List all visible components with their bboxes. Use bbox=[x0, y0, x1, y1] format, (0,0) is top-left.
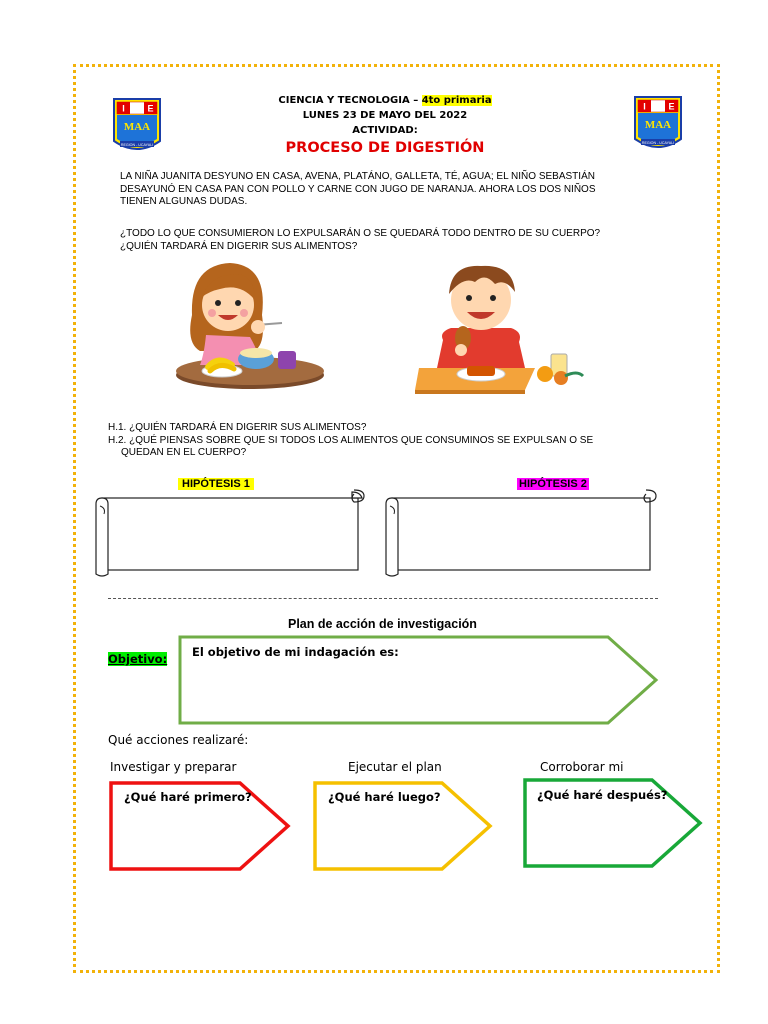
svg-text:I: I bbox=[122, 103, 125, 114]
svg-text:MAA: MAA bbox=[123, 121, 151, 133]
hypothesis-2-label: HIPÓTESIS 2 bbox=[519, 478, 587, 490]
intro-line: TIENEN ALGUNAS DUDAS. bbox=[120, 196, 248, 207]
school-logo-right bbox=[633, 95, 683, 155]
intro-questions bbox=[120, 228, 650, 253]
school-logo-left bbox=[112, 97, 162, 157]
step-2-heading: Ejecutar el plan bbox=[348, 760, 442, 774]
svg-text:MAA: MAA bbox=[644, 119, 672, 131]
step-3-prompt: ¿Qué haré después? bbox=[537, 788, 668, 802]
actions-label: Qué acciones realizaré: bbox=[108, 733, 249, 747]
cut-line-divider bbox=[108, 598, 658, 599]
hypothesis-questions bbox=[108, 422, 668, 460]
intro-question: ¿QUIÉN TARDARÁ EN DIGERIR SUS ALIMENTOS? bbox=[120, 240, 358, 252]
svg-text:E: E bbox=[147, 103, 154, 114]
objective-prompt: El objetivo de mi indagación es: bbox=[192, 645, 399, 659]
grade-label: 4to primaria bbox=[421, 95, 492, 106]
step-3-heading: Corroborar mi bbox=[540, 760, 624, 774]
hypothesis-question-2: H.2. ¿QUÉ PIENSAS SOBRE QUE SI TODOS LOS ALIMENTOS QUE CONSUMINOS SE EXPULSAN O SE bbox=[108, 434, 594, 446]
hypothesis-2-answer-box[interactable] bbox=[382, 488, 660, 580]
date-line: LUNES 23 DE MAYO DEL 2022 bbox=[302, 110, 468, 121]
course-name: CIENCIA Y TECNOLOGIA – bbox=[278, 95, 422, 106]
girl-eating-illustration bbox=[170, 255, 330, 395]
hypothesis-1-label: HIPÓTESIS 1 bbox=[178, 478, 254, 490]
step-1-prompt: ¿Qué haré primero? bbox=[124, 790, 252, 804]
svg-text:REGION - UCAYALI: REGION - UCAYALI bbox=[120, 142, 154, 147]
intro-paragraph bbox=[120, 171, 650, 209]
step-1-heading: Investigar y preparar bbox=[110, 760, 237, 774]
course-line bbox=[230, 95, 540, 106]
activity-label: ACTIVIDAD: bbox=[352, 125, 418, 136]
intro-line: DESAYUNÓ EN CASA PAN CON POLLO Y CARNE CON JUGO DE NARANJA. AHORA LOS DOS NIÑOS bbox=[120, 183, 596, 195]
svg-text:I: I bbox=[643, 101, 646, 112]
page-title: PROCESO DE DIGESTIÓN bbox=[285, 140, 485, 156]
hypothesis-1-answer-box[interactable] bbox=[92, 488, 368, 580]
svg-text:E: E bbox=[668, 101, 675, 112]
hypothesis-question-1: H.1. ¿QUIÉN TARDARÁ EN DIGERIR SUS ALIMENTOS? bbox=[108, 422, 367, 433]
objective-label: Objetivo: bbox=[108, 652, 168, 666]
intro-line: LA NIÑA JUANITA DESYUNO EN CASA, AVENA, PLATÁNO, GALLETA, TÉ, AGUA; EL NIÑO SEBASTIÁN bbox=[120, 171, 595, 182]
svg-text:REGION - UCAYALI: REGION - UCAYALI bbox=[641, 140, 675, 145]
boy-eating-illustration bbox=[415, 258, 590, 398]
intro-question: ¿TODO LO QUE CONSUMIERON LO EXPULSARÁN O SE QUEDARÁ TODO DENTRO DE SU CUERPO? bbox=[120, 228, 601, 239]
step-2-prompt: ¿Qué haré luego? bbox=[328, 790, 441, 804]
hypothesis-question-2-cont: QUEDAN EN EL CUERPO? bbox=[121, 447, 247, 458]
plan-title: Plan de acción de investigación bbox=[288, 617, 477, 631]
